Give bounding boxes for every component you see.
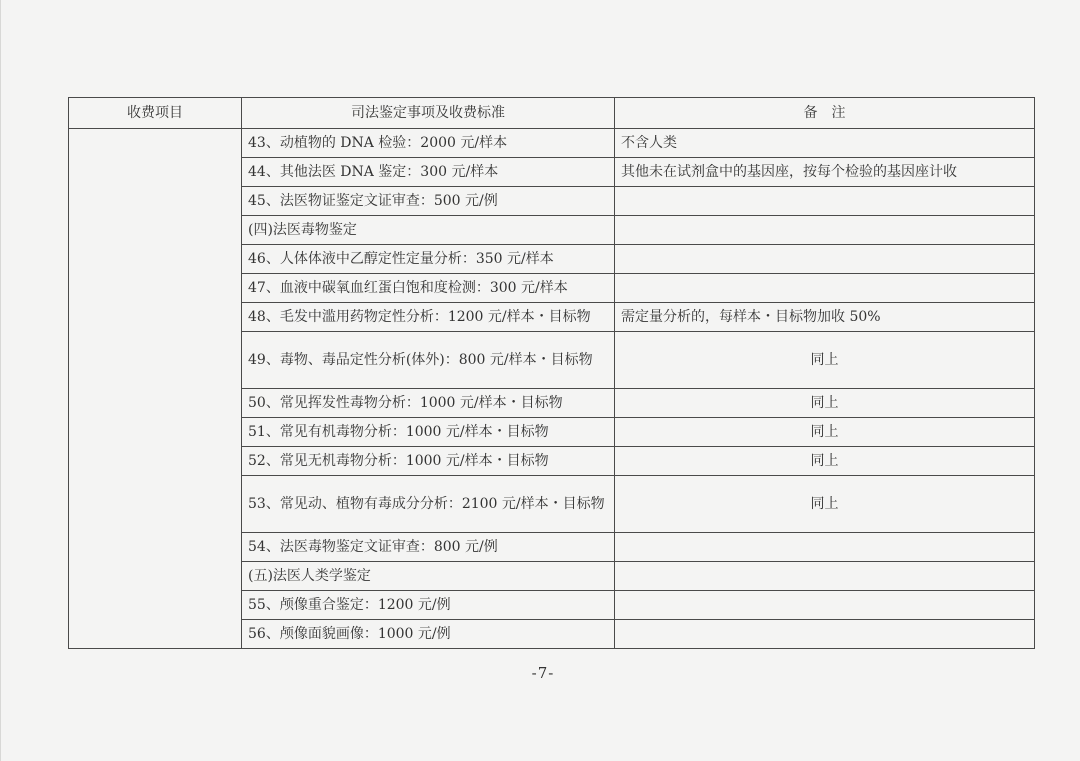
appraisal-item-cell: 53、常见动、植物有毒成分分析：2100 元/样本・目标物: [242, 476, 615, 533]
header-appraisal-items: 司法鉴定事项及收费标准: [242, 98, 615, 129]
appraisal-item-cell: 55、颅像重合鉴定：1200 元/例: [242, 591, 615, 620]
remark-cell: [615, 533, 1035, 562]
remark-cell: [615, 274, 1035, 303]
appraisal-item-cell: 44、其他法医 DNA 鉴定：300 元/样本: [242, 158, 615, 187]
remark-cell: [615, 187, 1035, 216]
appraisal-item-cell: 49、毒物、毒品定性分析(体外)：800 元/样本・目标物: [242, 332, 615, 389]
table-body: [69, 129, 1035, 649]
appraisal-item-cell: 52、常见无机毒物分析：1000 元/样本・目标物: [242, 447, 615, 476]
remark-cell: 其他未在试剂盒中的基因座，按每个检验的基因座计收: [615, 158, 1035, 187]
remark-cell: [615, 620, 1035, 649]
appraisal-item-cell: (四)法医毒物鉴定: [242, 216, 615, 245]
appraisal-item-cell: 48、毛发中滥用药物定性分析：1200 元/样本・目标物: [242, 303, 615, 332]
remark-cell: [615, 562, 1035, 591]
remark-cell: [615, 245, 1035, 274]
appraisal-item-cell: 45、法医物证鉴定文证审查：500 元/例: [242, 187, 615, 216]
table-header-row: [69, 98, 1035, 129]
appraisal-item-cell: (五)法医人类学鉴定: [242, 562, 615, 591]
page-number: -7-: [531, 664, 555, 682]
appraisal-item-cell: 56、颅像面貌画像：1000 元/例: [242, 620, 615, 649]
remark-cell: 同上: [615, 447, 1035, 476]
fee-category-cell: [69, 129, 242, 649]
appraisal-item-cell: 50、常见挥发性毒物分析：1000 元/样本・目标物: [242, 389, 615, 418]
remark-cell: 需定量分析的，每样本・目标物加收 50%: [615, 303, 1035, 332]
remark-cell: 同上: [615, 332, 1035, 389]
remark-cell: [615, 591, 1035, 620]
remark-cell: 不含人类: [615, 129, 1035, 158]
appraisal-item-cell: 54、法医毒物鉴定文证审查：800 元/例: [242, 533, 615, 562]
fee-schedule-table: [68, 97, 1035, 649]
header-remarks: 备 注: [615, 98, 1035, 129]
remark-cell: 同上: [615, 418, 1035, 447]
table-row: [69, 129, 1035, 158]
appraisal-item-cell: 47、血液中碳氧血红蛋白饱和度检测：300 元/样本: [242, 274, 615, 303]
remark-cell: 同上: [615, 476, 1035, 533]
remark-cell: 同上: [615, 389, 1035, 418]
remark-cell: [615, 216, 1035, 245]
appraisal-item-cell: 46、人体体液中乙醇定性定量分析：350 元/样本: [242, 245, 615, 274]
appraisal-item-cell: 43、动植物的 DNA 检验：2000 元/样本: [242, 129, 615, 158]
appraisal-item-cell: 51、常见有机毒物分析：1000 元/样本・目标物: [242, 418, 615, 447]
header-fee-category: 收费项目: [69, 98, 242, 129]
